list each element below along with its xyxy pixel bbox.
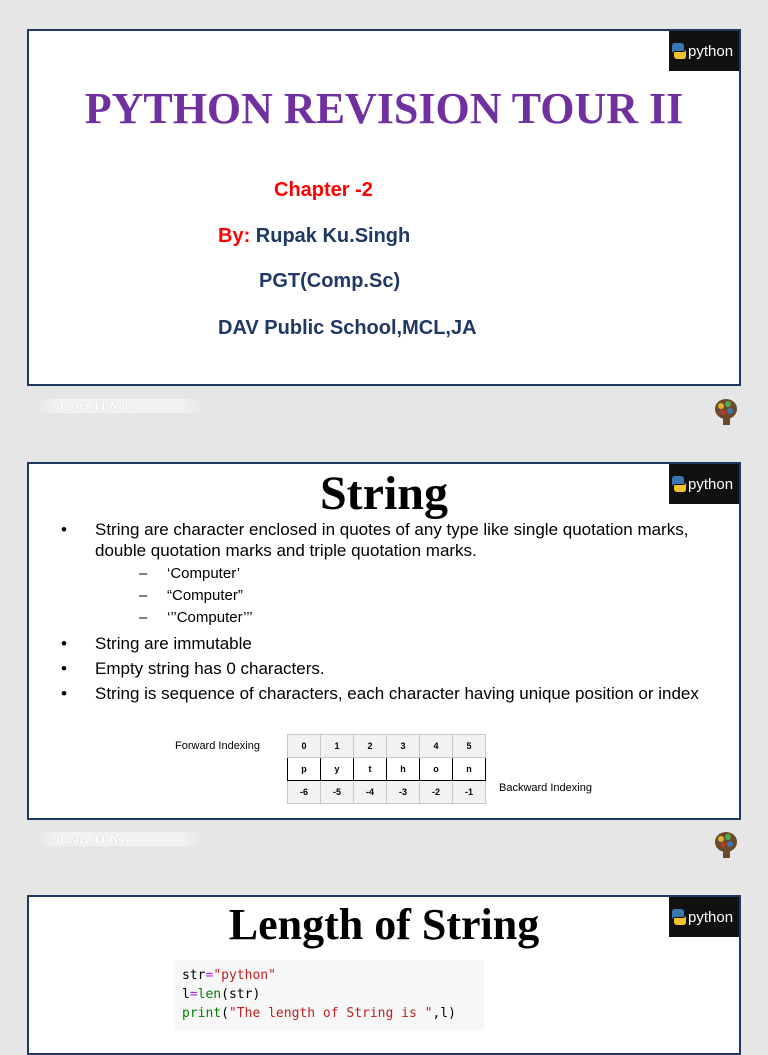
slide-title: Length of String — [228, 900, 540, 949]
char-cell: p — [288, 758, 321, 781]
index-cell: -1 — [453, 781, 486, 804]
index-cell: 1 — [321, 735, 354, 758]
python-logo — [669, 31, 739, 71]
char-cell: o — [420, 758, 453, 781]
char-cell: h — [387, 758, 420, 781]
length-of-string-slide — [27, 895, 741, 1055]
index-table — [287, 734, 486, 804]
code-snippet — [174, 960, 484, 1030]
index-cell: -3 — [387, 781, 420, 804]
char-cell: y — [321, 758, 354, 781]
backward-index-row — [288, 781, 486, 804]
sub-bullet-item: – “Computer” — [95, 585, 721, 607]
slide-title: String — [319, 467, 448, 520]
sub-bullet-item: – ‘’’Computer’’’ — [95, 607, 721, 629]
svg-text:python: python — [688, 43, 734, 60]
index-cell: 3 — [387, 735, 420, 758]
svg-text:python: python — [688, 909, 734, 926]
bullet-item: • String are immutable — [61, 633, 721, 654]
character-row — [288, 758, 486, 781]
index-cell: -6 — [288, 781, 321, 804]
footer-watermark: Learn IT Now — [35, 832, 205, 846]
bullet-item: • String is sequence of characters, each character having unique position or index — [61, 683, 721, 704]
char-cell: t — [354, 758, 387, 781]
school-name: DAV Public School,MCL,JA — [218, 317, 477, 339]
bullet-list — [61, 519, 721, 708]
bullet-item: • Empty string has 0 characters. — [61, 658, 721, 679]
sub-bullet-list — [95, 563, 721, 629]
code-line: print("The length of String is ",l) — [182, 1006, 456, 1021]
index-cell: 4 — [420, 735, 453, 758]
chapter-label: Chapter -2 — [274, 179, 373, 201]
code-line: str="python" — [182, 968, 276, 983]
index-cell: -2 — [420, 781, 453, 804]
code-line: l=len(str) — [182, 987, 261, 1002]
author-name: Rupak Ku.Singh — [255, 225, 411, 247]
brain-icon — [711, 396, 741, 426]
slide-title: PYTHON REVISION TOUR II — [84, 84, 684, 133]
index-cell: -5 — [321, 781, 354, 804]
author-line — [218, 225, 410, 248]
backward-indexing-label: Backward Indexing — [499, 782, 592, 794]
indexing-diagram — [29, 734, 739, 804]
designation: PGT(Comp.Sc) — [259, 270, 401, 292]
bullet-item: • String are character enclosed in quotes of any type like single quotation marks, double quotation marks and triple quotation marks. – ‘Computer’ – “Computer” – ‘’’Computer’’’ — [61, 519, 721, 629]
sub-bullet-item: – ‘Computer’ — [95, 563, 721, 585]
forward-indexing-label: Forward Indexing — [175, 740, 260, 752]
index-cell: 5 — [453, 735, 486, 758]
brain-icon — [711, 829, 741, 859]
footer-watermark: Learn IT Now — [35, 399, 205, 413]
index-cell: -4 — [354, 781, 387, 804]
index-cell: 2 — [354, 735, 387, 758]
title-slide — [27, 29, 741, 386]
svg-text:python: python — [688, 476, 734, 493]
index-cell: 0 — [288, 735, 321, 758]
string-slide — [27, 462, 741, 820]
by-label: By: — [218, 225, 251, 247]
char-cell: n — [453, 758, 486, 781]
forward-index-row — [288, 735, 486, 758]
